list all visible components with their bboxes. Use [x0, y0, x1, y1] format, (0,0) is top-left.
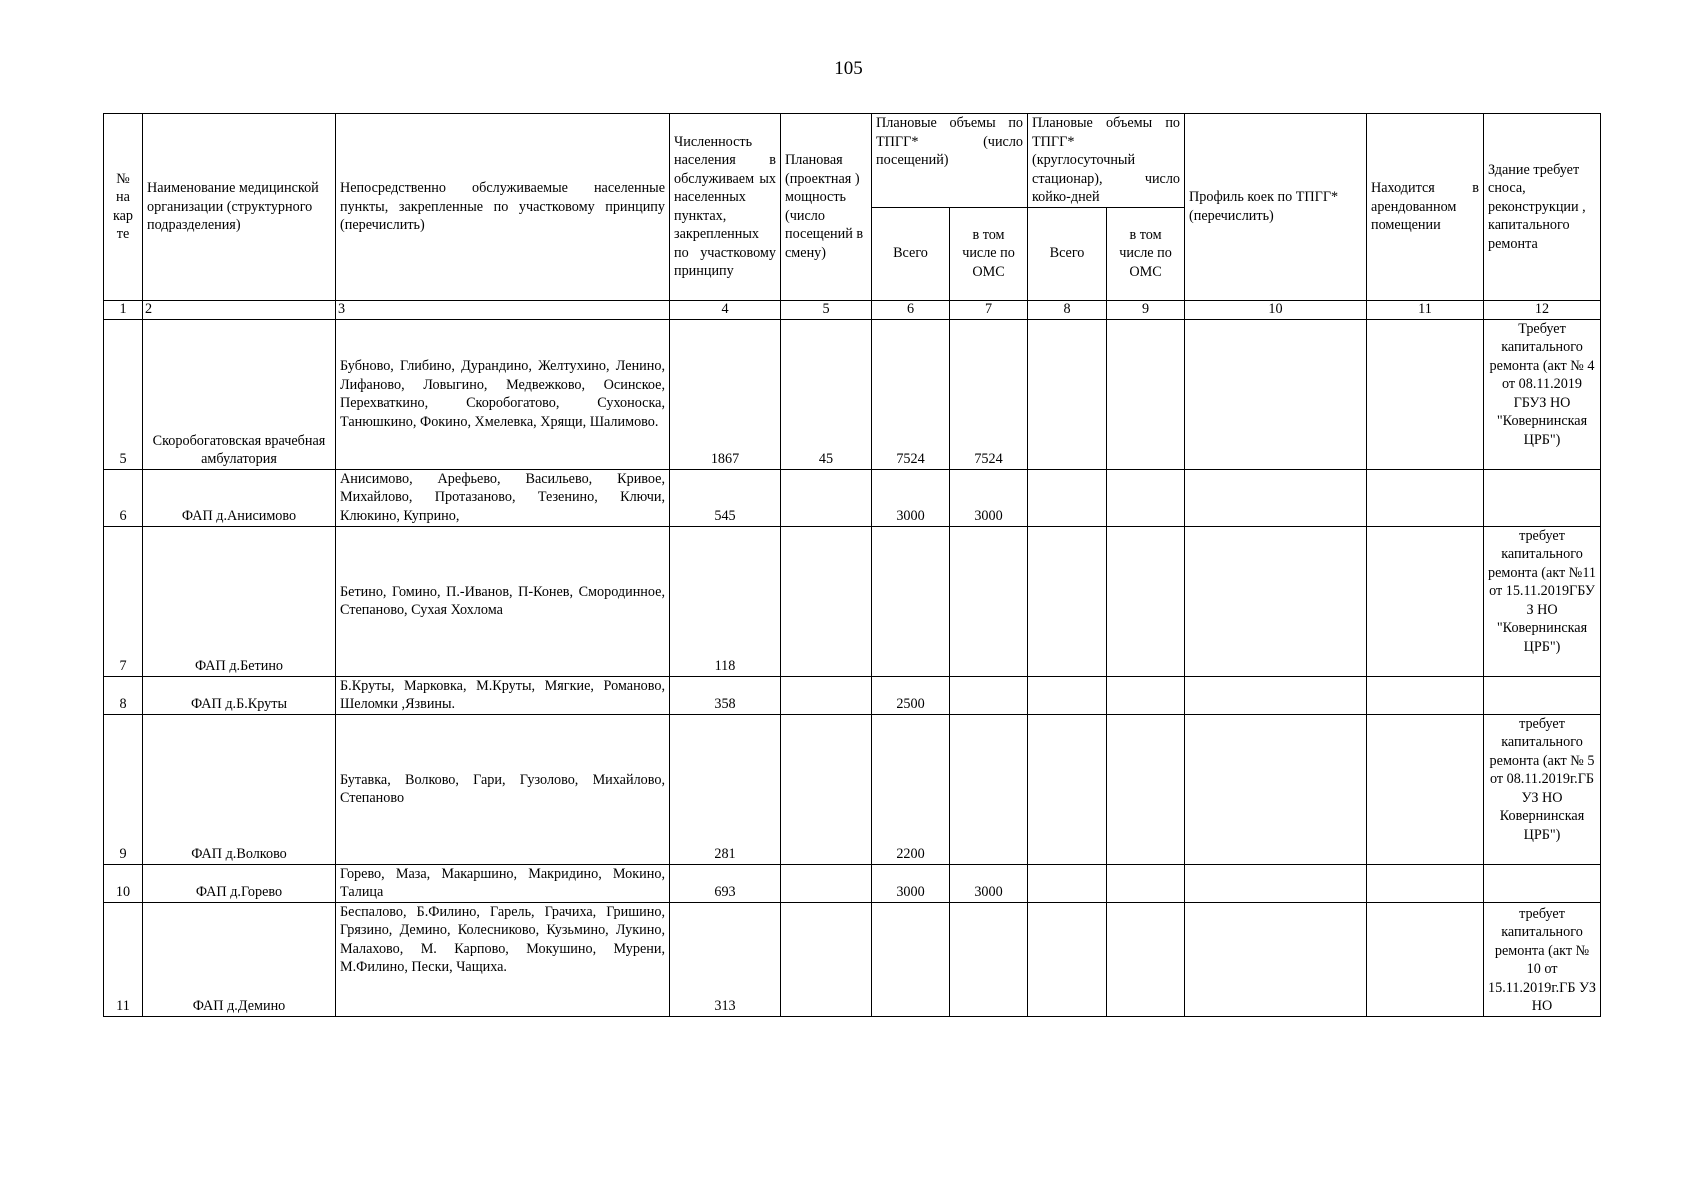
settlements-list: Б.Круты, Марковка, М.Круты, Мягкие, Романово, Шеломки ,Язвины. [336, 676, 670, 714]
capacity-value [781, 526, 872, 676]
capacity-value [781, 469, 872, 526]
beds-total-value [1028, 526, 1107, 676]
settlements-list: Бубново, Глибино, Дурандино, Желтухино, Ленино, Лифаново, Ловыгино, Медвежково, Осинское, Перехваткино, Скоробогатово, Сухоноска, Танюшкино, Фокино, Хмелевка, Хрящи, Шалимово. [336, 319, 670, 469]
table-row [104, 319, 1601, 469]
header-planned-visits: Плановые объемы по ТПГГ* (число посещений) [872, 114, 1028, 208]
rented-value [1367, 902, 1484, 1016]
header-settlements: Непосредственно обслуживаемые населенные пункты, закрепленные по участковому принципу (перечислить) [336, 114, 670, 301]
repair-note: требует капитального ремонта (акт №11 от 15.11.2019ГБУ З НО "Ковернинская ЦРБ") [1484, 526, 1601, 676]
organization-name: Скоробогатовская врачебная амбулатория [143, 319, 336, 469]
bed-profile-value [1185, 319, 1367, 469]
header-planned-bed-days: Плановые объемы по ТПГГ* (круглосуточный стационар), число койко-дней [1028, 114, 1185, 208]
facilities-table [103, 113, 1601, 1017]
visits-total-value [872, 902, 950, 1016]
table-row [104, 864, 1601, 902]
population-value: 693 [670, 864, 781, 902]
visits-oms-value [950, 902, 1028, 1016]
header-population: Численность населения в обслуживаем ых населенных пунктах, закрепленных по участковому принципу [670, 114, 781, 301]
header-rented: Находится в арендованном помещении [1367, 114, 1484, 301]
organization-name: ФАП д.Демино [143, 902, 336, 1016]
table-row [104, 714, 1601, 864]
header-number: № на кар те [104, 114, 143, 301]
beds-total-value [1028, 469, 1107, 526]
column-numbers-row [104, 300, 1601, 319]
table-row [104, 526, 1601, 676]
rented-value [1367, 864, 1484, 902]
repair-note: требует капитального ремонта (акт № 5 от 08.11.2019г.ГБ УЗ НО Ковернинская ЦРБ") [1484, 714, 1601, 864]
repair-note [1484, 469, 1601, 526]
row-number: 11 [104, 902, 143, 1016]
header-organization: Наименование медицинской организации (структурного подразделения) [143, 114, 336, 301]
column-number: 5 [781, 300, 872, 319]
bed-profile-value [1185, 526, 1367, 676]
rented-value [1367, 319, 1484, 469]
table-header [104, 114, 1601, 320]
bed-profile-value [1185, 469, 1367, 526]
beds-oms-value [1107, 902, 1185, 1016]
organization-name: ФАП д.Б.Круты [143, 676, 336, 714]
row-number: 6 [104, 469, 143, 526]
column-number: 8 [1028, 300, 1107, 319]
header-repair: Здание требует сноса, реконструкции , капитального ремонта [1484, 114, 1601, 301]
header-capacity: Плановая (проектная ) мощность (число посещений в смену) [781, 114, 872, 301]
beds-total-value [1028, 714, 1107, 864]
organization-name: ФАП д.Волково [143, 714, 336, 864]
settlements-list: Анисимово, Арефьево, Васильево, Кривое, Михайлово, Протазаново, Тезенино, Ключи, Клюкино, Куприно, [336, 469, 670, 526]
column-number: 12 [1484, 300, 1601, 319]
header-visits-oms: в том числе по ОМС [950, 207, 1028, 300]
visits-oms-value: 3000 [950, 469, 1028, 526]
row-number: 10 [104, 864, 143, 902]
population-value: 358 [670, 676, 781, 714]
column-number: 6 [872, 300, 950, 319]
rented-value [1367, 469, 1484, 526]
beds-total-value [1028, 902, 1107, 1016]
population-value: 281 [670, 714, 781, 864]
bed-profile-value [1185, 864, 1367, 902]
column-number: 11 [1367, 300, 1484, 319]
repair-note: требует капитального ремонта (акт № 10 от 15.11.2019г.ГБ УЗ НО [1484, 902, 1601, 1016]
header-beds-oms: в том числе по ОМС [1107, 207, 1185, 300]
beds-oms-value [1107, 864, 1185, 902]
visits-total-value: 3000 [872, 469, 950, 526]
settlements-list: Горево, Маза, Макаршино, Макридино, Мокино, Талица [336, 864, 670, 902]
capacity-value [781, 714, 872, 864]
visits-oms-value [950, 526, 1028, 676]
beds-oms-value [1107, 676, 1185, 714]
visits-total-value: 7524 [872, 319, 950, 469]
visits-total-value: 3000 [872, 864, 950, 902]
table-row [104, 902, 1601, 1016]
capacity-value [781, 864, 872, 902]
beds-oms-value [1107, 714, 1185, 864]
rented-value [1367, 676, 1484, 714]
visits-total-value: 2200 [872, 714, 950, 864]
population-value: 1867 [670, 319, 781, 469]
visits-total-value [872, 526, 950, 676]
population-value: 545 [670, 469, 781, 526]
bed-profile-value [1185, 676, 1367, 714]
column-number: 4 [670, 300, 781, 319]
visits-total-value: 2500 [872, 676, 950, 714]
column-number: 2 [143, 300, 336, 319]
page-number: 105 [834, 58, 863, 79]
organization-name: ФАП д.Горево [143, 864, 336, 902]
header-visits-total: Всего [872, 207, 950, 300]
column-number: 9 [1107, 300, 1185, 319]
population-value: 118 [670, 526, 781, 676]
header-bed-profile: Профиль коек по ТПГГ* (перечислить) [1185, 114, 1367, 301]
bed-profile-value [1185, 714, 1367, 864]
visits-oms-value [950, 676, 1028, 714]
capacity-value [781, 676, 872, 714]
visits-oms-value: 7524 [950, 319, 1028, 469]
column-number: 1 [104, 300, 143, 319]
table-body [104, 319, 1601, 1016]
beds-oms-value [1107, 319, 1185, 469]
visits-oms-value [950, 714, 1028, 864]
organization-name: ФАП д.Анисимово [143, 469, 336, 526]
capacity-value: 45 [781, 319, 872, 469]
capacity-value [781, 902, 872, 1016]
repair-note [1484, 676, 1601, 714]
rented-value [1367, 526, 1484, 676]
header-beds-total: Всего [1028, 207, 1107, 300]
beds-oms-value [1107, 469, 1185, 526]
table-row [104, 469, 1601, 526]
population-value: 313 [670, 902, 781, 1016]
settlements-list: Бетино, Гомино, П.-Иванов, П-Конев, Смородинное, Степаново, Сухая Хохлома [336, 526, 670, 676]
beds-total-value [1028, 864, 1107, 902]
beds-oms-value [1107, 526, 1185, 676]
settlements-list: Бутавка, Волково, Гари, Гузолово, Михайлово, Степаново [336, 714, 670, 864]
repair-note: Требует капитального ремонта (акт № 4 от 08.11.2019 ГБУЗ НО "Ковернинская ЦРБ") [1484, 319, 1601, 469]
beds-total-value [1028, 676, 1107, 714]
row-number: 8 [104, 676, 143, 714]
column-number: 3 [336, 300, 670, 319]
beds-total-value [1028, 319, 1107, 469]
row-number: 5 [104, 319, 143, 469]
settlements-list: Беспалово, Б.Филино, Гарель, Грачиха, Гришино, Грязино, Демино, Колесниково, Кузьмино, Лукино, Малахово, М. Карпово, Мокушино, Мурени, М.Филино, Пески, Чащиха. [336, 902, 670, 1016]
column-number: 10 [1185, 300, 1367, 319]
row-number: 9 [104, 714, 143, 864]
repair-note [1484, 864, 1601, 902]
visits-oms-value: 3000 [950, 864, 1028, 902]
bed-profile-value [1185, 902, 1367, 1016]
rented-value [1367, 714, 1484, 864]
row-number: 7 [104, 526, 143, 676]
column-number: 7 [950, 300, 1028, 319]
table-row [104, 676, 1601, 714]
organization-name: ФАП д.Бетино [143, 526, 336, 676]
